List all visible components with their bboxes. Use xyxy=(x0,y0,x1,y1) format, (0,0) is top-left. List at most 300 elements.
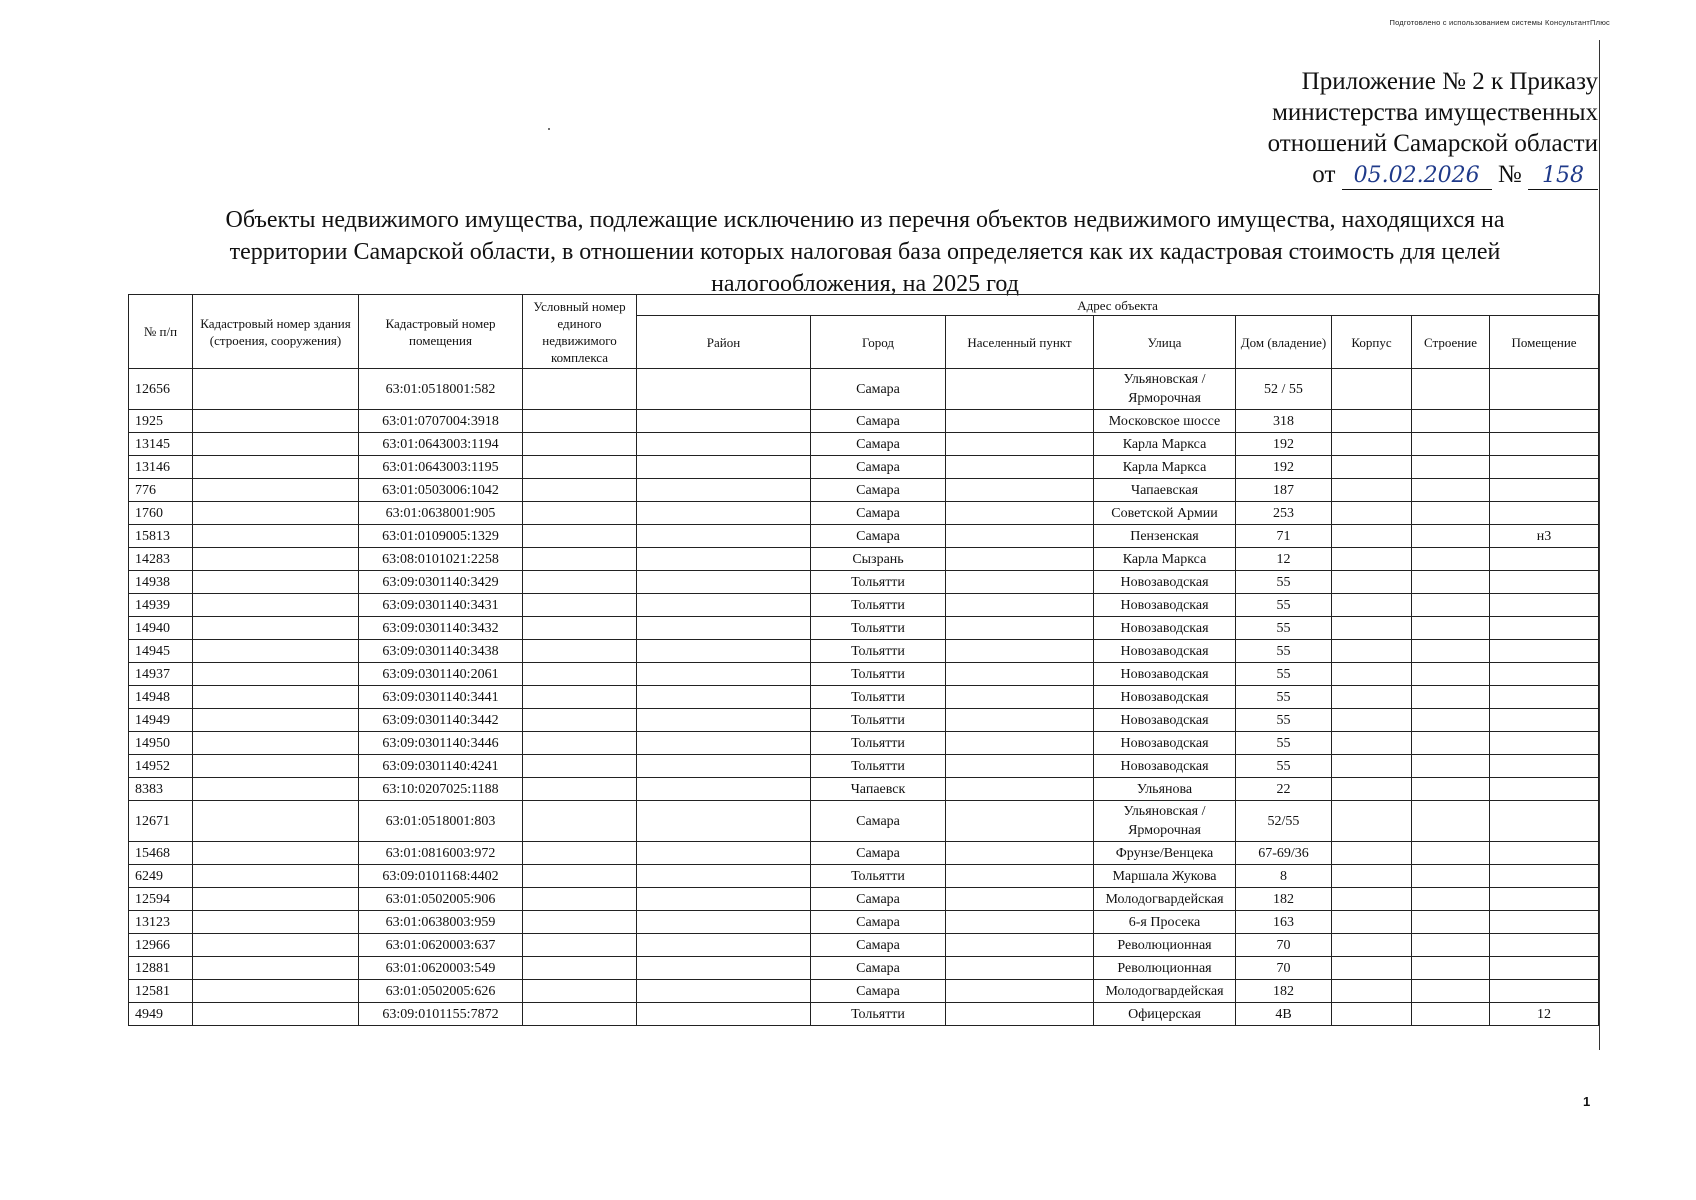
cell-cad-building xyxy=(193,980,359,1003)
cell-cad-room: 63:09:0301140:4241 xyxy=(359,755,523,778)
from-label: от xyxy=(1312,161,1336,188)
cell-building xyxy=(1332,934,1412,957)
cell-num: 776 xyxy=(129,479,193,502)
cell-num: 14937 xyxy=(129,663,193,686)
cell-conditional-number xyxy=(523,525,637,548)
cell-building xyxy=(1332,755,1412,778)
cell-structure xyxy=(1412,525,1490,548)
cell-building xyxy=(1332,410,1412,433)
cell-cad-room: 63:08:0101021:2258 xyxy=(359,548,523,571)
cell-cad-building xyxy=(193,934,359,957)
cell-num: 14949 xyxy=(129,709,193,732)
cell-district xyxy=(637,732,811,755)
table-row xyxy=(129,957,1599,980)
cell-cad-building xyxy=(193,640,359,663)
cell-street: Новозаводская xyxy=(1094,663,1236,686)
cell-num: 15468 xyxy=(129,842,193,865)
cell-settlement xyxy=(946,502,1094,525)
table-row xyxy=(129,502,1599,525)
cell-house: 55 xyxy=(1236,663,1332,686)
table-row xyxy=(129,778,1599,801)
cell-conditional-number xyxy=(523,410,637,433)
cell-house: 253 xyxy=(1236,502,1332,525)
cell-num: 12581 xyxy=(129,980,193,1003)
cell-conditional-number xyxy=(523,980,637,1003)
approval-line-1: Приложение № 2 к Приказу xyxy=(1301,68,1598,95)
cell-conditional-number xyxy=(523,957,637,980)
cell-num: 8383 xyxy=(129,778,193,801)
cell-house: 55 xyxy=(1236,617,1332,640)
cell-room xyxy=(1490,801,1599,842)
cell-cad-building xyxy=(193,571,359,594)
cell-settlement xyxy=(946,778,1094,801)
cell-room xyxy=(1490,686,1599,709)
cell-city: Тольятти xyxy=(811,865,946,888)
cell-street: Карла Маркса xyxy=(1094,456,1236,479)
cell-city: Самара xyxy=(811,456,946,479)
cell-num: 13145 xyxy=(129,433,193,456)
cell-district xyxy=(637,502,811,525)
cell-street: Новозаводская xyxy=(1094,755,1236,778)
cell-num: 14939 xyxy=(129,594,193,617)
cell-city: Самара xyxy=(811,980,946,1003)
right-margin-line xyxy=(1599,40,1600,1050)
cell-structure xyxy=(1412,369,1490,410)
table-row xyxy=(129,911,1599,934)
cell-num: 12671 xyxy=(129,801,193,842)
approval-line-3: отношений Самарской области xyxy=(1267,130,1598,157)
cell-conditional-number xyxy=(523,433,637,456)
cell-city: Самара xyxy=(811,801,946,842)
cell-cad-room: 63:09:0301140:3438 xyxy=(359,640,523,663)
cell-cad-building xyxy=(193,433,359,456)
cell-structure xyxy=(1412,709,1490,732)
cell-num: 12594 xyxy=(129,888,193,911)
cell-settlement xyxy=(946,525,1094,548)
cell-conditional-number xyxy=(523,755,637,778)
cell-cad-room: 63:01:0620003:637 xyxy=(359,934,523,957)
cell-city: Самара xyxy=(811,433,946,456)
cell-num: 14945 xyxy=(129,640,193,663)
table-row xyxy=(129,548,1599,571)
cell-district xyxy=(637,911,811,934)
cell-structure xyxy=(1412,548,1490,571)
cell-district xyxy=(637,842,811,865)
cell-room xyxy=(1490,479,1599,502)
cell-cad-building xyxy=(193,865,359,888)
cell-room xyxy=(1490,842,1599,865)
table-row xyxy=(129,709,1599,732)
cell-district xyxy=(637,369,811,410)
cell-house: 182 xyxy=(1236,980,1332,1003)
cell-structure xyxy=(1412,571,1490,594)
table-row xyxy=(129,842,1599,865)
cell-district xyxy=(637,479,811,502)
cell-settlement xyxy=(946,548,1094,571)
cell-structure xyxy=(1412,801,1490,842)
cell-structure xyxy=(1412,957,1490,980)
cell-house: 55 xyxy=(1236,755,1332,778)
cell-cad-building xyxy=(193,617,359,640)
cell-cad-room: 63:01:0638003:959 xyxy=(359,911,523,934)
table-row xyxy=(129,980,1599,1003)
cell-cad-room: 63:01:0643003:1194 xyxy=(359,433,523,456)
cell-conditional-number xyxy=(523,502,637,525)
cell-settlement xyxy=(946,640,1094,663)
cell-conditional-number xyxy=(523,1003,637,1026)
cell-house: 4В xyxy=(1236,1003,1332,1026)
header-street: Улица xyxy=(1094,316,1236,369)
cell-cad-room: 63:01:0643003:1195 xyxy=(359,456,523,479)
cell-structure xyxy=(1412,433,1490,456)
cell-building xyxy=(1332,842,1412,865)
cell-structure xyxy=(1412,617,1490,640)
cell-conditional-number xyxy=(523,865,637,888)
table-row xyxy=(129,663,1599,686)
cell-room xyxy=(1490,663,1599,686)
cell-house: 187 xyxy=(1236,479,1332,502)
cell-cad-building xyxy=(193,888,359,911)
cell-district xyxy=(637,410,811,433)
cell-cad-room: 63:01:0707004:3918 xyxy=(359,410,523,433)
table-row xyxy=(129,1003,1599,1026)
cell-room xyxy=(1490,888,1599,911)
cell-num: 12966 xyxy=(129,934,193,957)
cell-building xyxy=(1332,957,1412,980)
cell-building xyxy=(1332,663,1412,686)
cell-district xyxy=(637,865,811,888)
table-body xyxy=(129,369,1599,1026)
cell-conditional-number xyxy=(523,479,637,502)
cell-structure xyxy=(1412,640,1490,663)
table-row xyxy=(129,369,1599,410)
cell-conditional-number xyxy=(523,778,637,801)
cell-house: 163 xyxy=(1236,911,1332,934)
cell-settlement xyxy=(946,369,1094,410)
cell-house: 67-69/36 xyxy=(1236,842,1332,865)
cell-house: 55 xyxy=(1236,732,1332,755)
table-row xyxy=(129,934,1599,957)
handwritten-number: 158 xyxy=(1528,163,1598,190)
cell-street: Офицерская xyxy=(1094,1003,1236,1026)
cell-street: Революционная xyxy=(1094,957,1236,980)
cell-room xyxy=(1490,755,1599,778)
cell-building xyxy=(1332,732,1412,755)
cell-settlement xyxy=(946,617,1094,640)
cell-num: 14948 xyxy=(129,686,193,709)
cell-cad-building xyxy=(193,369,359,410)
approval-block xyxy=(1218,66,1598,190)
cell-cad-building xyxy=(193,502,359,525)
cell-room xyxy=(1490,911,1599,934)
header-settlement: Населенный пункт xyxy=(946,316,1094,369)
cell-city: Самара xyxy=(811,842,946,865)
cell-settlement xyxy=(946,934,1094,957)
cell-house: 52/55 xyxy=(1236,801,1332,842)
cell-building xyxy=(1332,479,1412,502)
cell-cad-building xyxy=(193,410,359,433)
cell-street: Ульянова xyxy=(1094,778,1236,801)
cell-street: Революционная xyxy=(1094,934,1236,957)
cell-cad-building xyxy=(193,479,359,502)
cell-street: Пензенская xyxy=(1094,525,1236,548)
cell-house: 55 xyxy=(1236,686,1332,709)
cell-settlement xyxy=(946,980,1094,1003)
header-room: Помещение xyxy=(1490,316,1599,369)
cell-building xyxy=(1332,502,1412,525)
cell-street: Новозаводская xyxy=(1094,640,1236,663)
approval-line-2: министерства имущественных xyxy=(1272,99,1598,126)
cell-street: Фрунзе/Венцека xyxy=(1094,842,1236,865)
cell-structure xyxy=(1412,911,1490,934)
cell-settlement xyxy=(946,801,1094,842)
cell-cad-room: 63:09:0301140:3441 xyxy=(359,686,523,709)
cell-cad-building xyxy=(193,709,359,732)
cell-room xyxy=(1490,934,1599,957)
cell-street: Московское шоссе xyxy=(1094,410,1236,433)
cell-cad-building xyxy=(193,801,359,842)
cell-room: 12 xyxy=(1490,1003,1599,1026)
cell-structure xyxy=(1412,594,1490,617)
cell-cad-room: 63:09:0301140:3431 xyxy=(359,594,523,617)
cell-structure xyxy=(1412,888,1490,911)
cell-settlement xyxy=(946,479,1094,502)
cell-district xyxy=(637,934,811,957)
cell-building xyxy=(1332,1003,1412,1026)
table-row xyxy=(129,525,1599,548)
cell-cad-room: 63:09:0301140:3442 xyxy=(359,709,523,732)
cell-street: 6-я Просека xyxy=(1094,911,1236,934)
cell-cad-building xyxy=(193,755,359,778)
cell-room xyxy=(1490,571,1599,594)
cell-house: 8 xyxy=(1236,865,1332,888)
cell-settlement xyxy=(946,410,1094,433)
cell-building xyxy=(1332,369,1412,410)
cell-cad-building xyxy=(193,686,359,709)
cell-city: Тольятти xyxy=(811,755,946,778)
cell-house: 192 xyxy=(1236,456,1332,479)
cell-conditional-number xyxy=(523,594,637,617)
cell-street: Карла Маркса xyxy=(1094,548,1236,571)
cell-district xyxy=(637,548,811,571)
cell-cad-room: 63:01:0518001:803 xyxy=(359,801,523,842)
cell-district xyxy=(637,640,811,663)
table-row xyxy=(129,594,1599,617)
cell-cad-room: 63:09:0101168:4402 xyxy=(359,865,523,888)
cell-house: 12 xyxy=(1236,548,1332,571)
cell-room xyxy=(1490,456,1599,479)
cell-house: 182 xyxy=(1236,888,1332,911)
cell-house: 70 xyxy=(1236,957,1332,980)
cell-house: 70 xyxy=(1236,934,1332,957)
cell-house: 52 / 55 xyxy=(1236,369,1332,410)
cell-conditional-number xyxy=(523,617,637,640)
cell-room xyxy=(1490,640,1599,663)
cell-structure xyxy=(1412,755,1490,778)
cell-building xyxy=(1332,433,1412,456)
cell-building xyxy=(1332,865,1412,888)
header-structure: Строение xyxy=(1412,316,1490,369)
cell-num: 13123 xyxy=(129,911,193,934)
header-conditional-number: Условный номер единого недвижимого комплекса xyxy=(523,295,637,369)
cell-city: Самара xyxy=(811,369,946,410)
cell-structure xyxy=(1412,456,1490,479)
cell-building xyxy=(1332,980,1412,1003)
cell-district xyxy=(637,778,811,801)
property-table xyxy=(128,294,1599,1026)
cell-cad-building xyxy=(193,1003,359,1026)
cell-cad-building xyxy=(193,663,359,686)
cell-city: Тольятти xyxy=(811,732,946,755)
cell-city: Тольятти xyxy=(811,640,946,663)
cell-structure xyxy=(1412,778,1490,801)
cell-district xyxy=(637,709,811,732)
cell-district xyxy=(637,980,811,1003)
cell-num: 14283 xyxy=(129,548,193,571)
page-number: 1 xyxy=(1583,1094,1591,1109)
cell-cad-room: 63:09:0101155:7872 xyxy=(359,1003,523,1026)
header-cad-room: Кадастровый номер помещения xyxy=(359,295,523,369)
header-city: Город xyxy=(811,316,946,369)
cell-district xyxy=(637,755,811,778)
cell-conditional-number xyxy=(523,801,637,842)
cell-settlement xyxy=(946,957,1094,980)
cell-settlement xyxy=(946,594,1094,617)
cell-house: 55 xyxy=(1236,709,1332,732)
cell-district xyxy=(637,594,811,617)
cell-building xyxy=(1332,548,1412,571)
cell-structure xyxy=(1412,1003,1490,1026)
cell-house: 55 xyxy=(1236,640,1332,663)
cell-street: Ульяновская /Ярморочная xyxy=(1094,369,1236,410)
consultant-watermark: Подготовлено с использованием системы КонсультантПлюс xyxy=(1389,18,1610,27)
cell-street: Молодогвардейская xyxy=(1094,888,1236,911)
cell-city: Самара xyxy=(811,479,946,502)
cell-house: 318 xyxy=(1236,410,1332,433)
table-row xyxy=(129,456,1599,479)
cell-city: Тольятти xyxy=(811,571,946,594)
cell-settlement xyxy=(946,571,1094,594)
cell-cad-room: 63:01:0518001:582 xyxy=(359,369,523,410)
table-row xyxy=(129,865,1599,888)
cell-num: 1925 xyxy=(129,410,193,433)
cell-street: Карла Маркса xyxy=(1094,433,1236,456)
cell-settlement xyxy=(946,842,1094,865)
cell-settlement xyxy=(946,686,1094,709)
cell-cad-room: 63:01:0503006:1042 xyxy=(359,479,523,502)
cell-num: 15813 xyxy=(129,525,193,548)
cell-room: н3 xyxy=(1490,525,1599,548)
cell-city: Тольятти xyxy=(811,663,946,686)
cell-cad-room: 63:09:0301140:3446 xyxy=(359,732,523,755)
cell-conditional-number xyxy=(523,709,637,732)
cell-building xyxy=(1332,640,1412,663)
cell-street: Молодогвардейская xyxy=(1094,980,1236,1003)
header-house: Дом (владение) xyxy=(1236,316,1332,369)
table-row xyxy=(129,732,1599,755)
cell-num: 14950 xyxy=(129,732,193,755)
cell-city: Чапаевск xyxy=(811,778,946,801)
cell-city: Тольятти xyxy=(811,686,946,709)
table-row xyxy=(129,640,1599,663)
cell-conditional-number xyxy=(523,686,637,709)
table-row xyxy=(129,801,1599,842)
cell-num: 14952 xyxy=(129,755,193,778)
cell-settlement xyxy=(946,755,1094,778)
cell-building xyxy=(1332,594,1412,617)
cell-structure xyxy=(1412,980,1490,1003)
cell-city: Тольятти xyxy=(811,709,946,732)
cell-house: 22 xyxy=(1236,778,1332,801)
cell-street: Новозаводская xyxy=(1094,617,1236,640)
cell-structure xyxy=(1412,663,1490,686)
cell-cad-room: 63:01:0638001:905 xyxy=(359,502,523,525)
cell-street: Новозаводская xyxy=(1094,686,1236,709)
cell-room xyxy=(1490,548,1599,571)
cell-conditional-number xyxy=(523,548,637,571)
cell-conditional-number xyxy=(523,842,637,865)
cell-room xyxy=(1490,617,1599,640)
cell-house: 55 xyxy=(1236,594,1332,617)
cell-street: Маршала Жукова xyxy=(1094,865,1236,888)
cell-structure xyxy=(1412,732,1490,755)
cell-building xyxy=(1332,525,1412,548)
table-row xyxy=(129,888,1599,911)
cell-cad-building xyxy=(193,732,359,755)
table-row xyxy=(129,410,1599,433)
cell-cad-room: 63:01:0502005:906 xyxy=(359,888,523,911)
cell-district xyxy=(637,571,811,594)
cell-cad-building xyxy=(193,911,359,934)
cell-cad-building xyxy=(193,778,359,801)
cell-district xyxy=(637,957,811,980)
cell-settlement xyxy=(946,456,1094,479)
cell-room xyxy=(1490,778,1599,801)
handwritten-date: 05.02.2026 xyxy=(1342,163,1492,190)
cell-conditional-number xyxy=(523,888,637,911)
cell-building xyxy=(1332,801,1412,842)
header-address-group: Адрес объекта xyxy=(637,295,1599,316)
table-row xyxy=(129,433,1599,456)
cell-conditional-number xyxy=(523,911,637,934)
cell-building xyxy=(1332,911,1412,934)
cell-settlement xyxy=(946,732,1094,755)
cell-cad-room: 63:10:0207025:1188 xyxy=(359,778,523,801)
cell-num: 1760 xyxy=(129,502,193,525)
cell-room xyxy=(1490,957,1599,980)
cell-city: Самара xyxy=(811,888,946,911)
table-row xyxy=(129,571,1599,594)
cell-structure xyxy=(1412,502,1490,525)
cell-building xyxy=(1332,456,1412,479)
cell-district xyxy=(637,456,811,479)
cell-house: 192 xyxy=(1236,433,1332,456)
table-row xyxy=(129,479,1599,502)
cell-cad-building xyxy=(193,456,359,479)
cell-city: Самара xyxy=(811,502,946,525)
cell-district xyxy=(637,525,811,548)
cell-city: Тольятти xyxy=(811,617,946,640)
cell-city: Самара xyxy=(811,911,946,934)
cell-street: Ульяновская / Ярморочная xyxy=(1094,801,1236,842)
cell-conditional-number xyxy=(523,934,637,957)
cell-conditional-number xyxy=(523,571,637,594)
cell-street: Чапаевская xyxy=(1094,479,1236,502)
cell-city: Сызрань xyxy=(811,548,946,571)
cell-conditional-number xyxy=(523,663,637,686)
cell-cad-building xyxy=(193,594,359,617)
cell-cad-room: 63:09:0301140:3432 xyxy=(359,617,523,640)
